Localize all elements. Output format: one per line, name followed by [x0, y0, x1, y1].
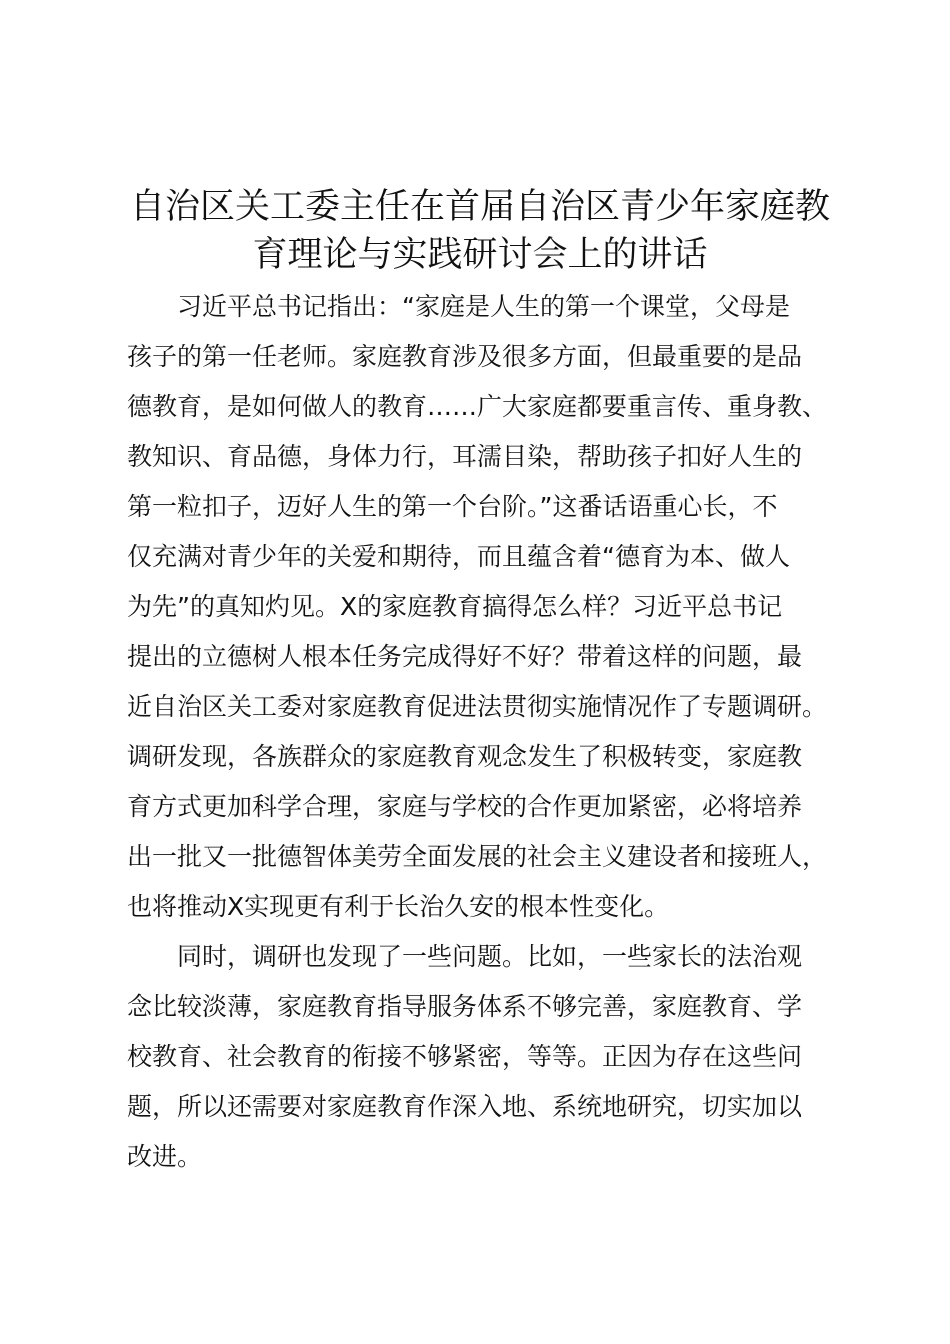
paragraph-1-line-13: 也将推动X实现更有利于长治久安的根本性变化。: [127, 892, 670, 921]
paragraph-2-line-2: 念比较淡薄，家庭教育指导服务体系不够完善，家庭教育、学: [127, 992, 803, 1021]
document-title: [110, 183, 850, 279]
paragraph-2-line-4: 题，所以还需要对家庭教育作深入地、系统地研究，切实加以: [127, 1092, 803, 1121]
paragraph-1-line-7: 为先”的真知灼见。X的家庭教育搞得怎么样？习近平总书记: [127, 592, 783, 621]
paragraph-1-line-6: 仅充满对青少年的关爱和期待，而且蕴含着“德育为本、做人: [127, 542, 790, 571]
paragraph-2-line-3: 校教育、社会教育的衔接不够紧密，等等。正因为存在这些问: [127, 1042, 803, 1071]
title-line-1: 自治区关工委主任在首届自治区青少年家庭教: [129, 187, 830, 227]
document-body: [127, 282, 847, 1182]
paragraph-1-line-2: 孩子的第一任老师。家庭教育涉及很多方面，但最重要的是品: [127, 342, 803, 371]
paragraph-2: [127, 932, 847, 1182]
paragraph-1-line-1: 习近平总书记指出：“家庭是人生的第一个课堂，父母是: [177, 292, 790, 321]
title-line-2: 育理论与实践研讨会上的讲话: [252, 235, 708, 275]
paragraph-1-line-4: 教知识、育品德，身体力行，耳濡目染，帮助孩子扣好人生的: [127, 442, 803, 471]
paragraph-1-line-10: 调研发现，各族群众的家庭教育观念发生了积极转变，家庭教: [127, 742, 803, 771]
paragraph-1: [127, 282, 847, 932]
paragraph-1-line-3: 德教育，是如何做人的教育……广大家庭都要重言传、重身教、: [127, 392, 828, 421]
paragraph-2-line-5: 改进。: [127, 1142, 203, 1171]
paragraph-1-line-12: 出一批又一批德智体美劳全面发展的社会主义建设者和接班人，: [127, 842, 828, 871]
paragraph-1-line-9: 近自治区关工委对家庭教育促进法贯彻实施情况作了专题调研。: [127, 692, 828, 721]
paragraph-1-line-5: 第一粒扣子，迈好人生的第一个台阶。”这番话语重心长，不: [127, 492, 778, 521]
paragraph-2-line-1: 同时，调研也发现了一些问题。比如，一些家长的法治观: [177, 942, 803, 971]
paragraph-1-line-11: 育方式更加科学合理，家庭与学校的合作更加紧密，必将培养: [127, 792, 803, 821]
paragraph-1-line-8: 提出的立德树人根本任务完成得好不好？带着这样的问题，最: [127, 642, 803, 671]
